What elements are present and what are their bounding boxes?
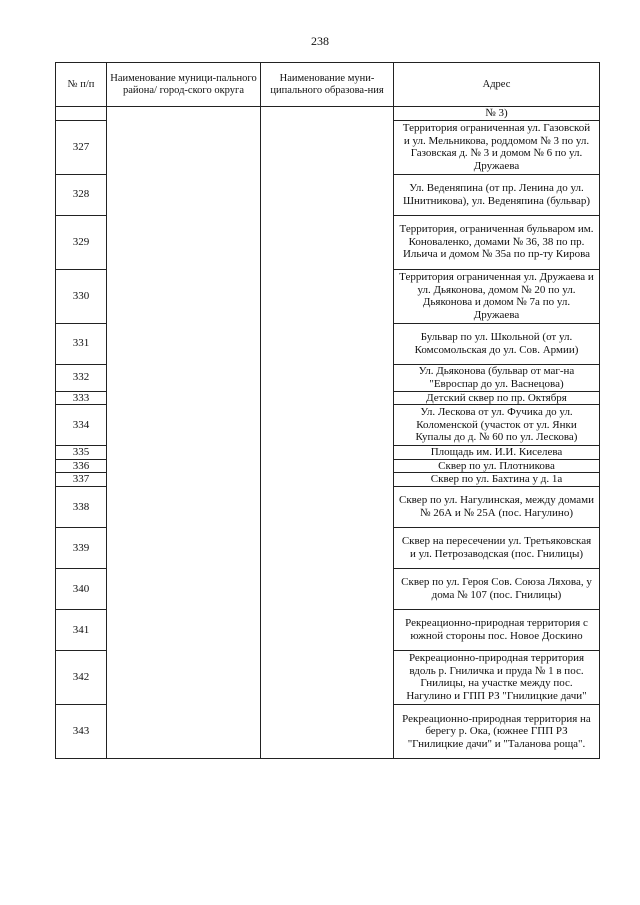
row-number: 341	[56, 609, 107, 650]
table-row	[56, 323, 600, 364]
district-cell	[107, 120, 261, 174]
address-cell: Сквер по ул. Бахтина у д. 1а	[394, 473, 600, 487]
row-number: 343	[56, 704, 107, 758]
row-number: 337	[56, 473, 107, 487]
municipality-cell	[261, 568, 394, 609]
municipality-cell	[261, 473, 394, 487]
address-cell: Рекреационно-природная территория на берегу р. Ока, (южнее ГПП РЗ "Гнилицкие дачи" и "Таланова роща".	[394, 704, 600, 758]
municipality-cell	[261, 405, 394, 446]
municipality-cell	[261, 215, 394, 269]
table-row	[56, 215, 600, 269]
table-row	[56, 486, 600, 527]
municipality-cell	[261, 704, 394, 758]
address-cell: Ул. Веденяпина (от пр. Ленина до ул. Шнитникова), ул. Веденяпина (бульвар)	[394, 174, 600, 215]
row-number: 330	[56, 269, 107, 323]
district-cell	[107, 650, 261, 704]
table-row	[56, 120, 600, 174]
table-row	[56, 364, 600, 391]
district-cell	[107, 609, 261, 650]
row-number: 336	[56, 459, 107, 473]
district-cell	[107, 459, 261, 473]
address-cell: Площадь им. И.И. Киселева	[394, 446, 600, 460]
district-cell	[107, 446, 261, 460]
page-number: 238	[311, 34, 329, 48]
address-cell: Сквер по ул. Плотникова	[394, 459, 600, 473]
municipality-cell	[261, 609, 394, 650]
district-cell	[107, 269, 261, 323]
row-number: 339	[56, 527, 107, 568]
address-cell: Сквер по ул. Нагулинская, между домами № 26А и № 25А (пос. Нагулино)	[394, 486, 600, 527]
municipality-cell	[261, 120, 394, 174]
table-row	[56, 269, 600, 323]
row-number: 334	[56, 405, 107, 446]
row-number: 331	[56, 323, 107, 364]
row-number: 342	[56, 650, 107, 704]
district-cell	[107, 391, 261, 405]
district-cell	[107, 107, 261, 121]
row-number: 333	[56, 391, 107, 405]
district-cell	[107, 405, 261, 446]
address-cell: Детский сквер по пр. Октября	[394, 391, 600, 405]
table-header-row	[56, 63, 600, 107]
municipality-cell	[261, 650, 394, 704]
address-cell: Территория, ограниченная бульваром им. Коноваленко, домами № 36, 38 по пр. Ильича и домом № 35а по пр-ту Кирова	[394, 215, 600, 269]
table-row	[56, 609, 600, 650]
municipality-cell	[261, 391, 394, 405]
district-cell	[107, 473, 261, 487]
continuation-address: № 3)	[394, 107, 600, 121]
municipality-cell	[261, 459, 394, 473]
address-cell: Ул. Лескова от ул. Фучика до ул. Коломенской (участок от ул. Янки Купалы до д. № 60 по ул. Лескова)	[394, 405, 600, 446]
row-number: 328	[56, 174, 107, 215]
row-number: 327	[56, 120, 107, 174]
district-cell	[107, 174, 261, 215]
table-row	[56, 704, 600, 758]
address-cell: Территория ограниченная ул. Газовской и ул. Мельникова, роддомом № 3 по ул. Газовская д. № 3 и домом № 6 по ул. Дружаева	[394, 120, 600, 174]
table-row	[56, 650, 600, 704]
address-cell: Бульвар по ул. Школьной (от ул. Комсомольская до ул. Сов. Армии)	[394, 323, 600, 364]
district-cell	[107, 486, 261, 527]
row-number: 340	[56, 568, 107, 609]
continuation-row	[56, 107, 600, 121]
header-number: № п/п	[56, 63, 107, 107]
table-row	[56, 473, 600, 487]
territory-table	[55, 62, 600, 759]
municipality-cell	[261, 364, 394, 391]
municipality-cell	[261, 486, 394, 527]
district-cell	[107, 323, 261, 364]
address-cell: Ул. Дьяконова (бульвар от маг-на "Евроспар до ул. Васнецова)	[394, 364, 600, 391]
address-cell: Территория ограниченная ул. Дружаева и ул. Дьяконова, домом № 20 по ул. Дьяконова и домом № 7а по ул. Дружаева	[394, 269, 600, 323]
row-number: 338	[56, 486, 107, 527]
municipality-cell	[261, 527, 394, 568]
table-row	[56, 391, 600, 405]
table-row	[56, 459, 600, 473]
municipality-cell	[261, 446, 394, 460]
table-row	[56, 568, 600, 609]
municipality-cell	[261, 107, 394, 121]
municipality-cell	[261, 323, 394, 364]
table-row	[56, 446, 600, 460]
district-cell	[107, 568, 261, 609]
table-row	[56, 405, 600, 446]
address-cell: Сквер по ул. Героя Сов. Союза Ляхова, у дома № 107 (пос. Гнилицы)	[394, 568, 600, 609]
district-cell	[107, 364, 261, 391]
header-municipality: Наименование муни-ципального образова-ния	[261, 63, 394, 107]
address-cell: Сквер на пересечении ул. Третьяковская и ул. Петрозаводская (пос. Гнилицы)	[394, 527, 600, 568]
header-district: Наименование муници-пального района/ город-ского округа	[107, 63, 261, 107]
row-number: 335	[56, 446, 107, 460]
table-body	[56, 107, 600, 759]
table-row	[56, 527, 600, 568]
row-number: 332	[56, 364, 107, 391]
district-cell	[107, 215, 261, 269]
row-number: 329	[56, 215, 107, 269]
municipality-cell	[261, 269, 394, 323]
address-cell: Рекреационно-природная территория вдоль р. Гниличка и пруда № 1 в пос. Гнилицы, на участке между пос. Нагулино и ГПП РЗ "Гнилицкие дачи"	[394, 650, 600, 704]
header-address: Адрес	[394, 63, 600, 107]
district-cell	[107, 527, 261, 568]
municipality-cell	[261, 174, 394, 215]
row-number	[56, 107, 107, 121]
table-row	[56, 174, 600, 215]
district-cell	[107, 704, 261, 758]
address-cell: Рекреационно-природная территория с южной стороны пос. Новое Доскино	[394, 609, 600, 650]
